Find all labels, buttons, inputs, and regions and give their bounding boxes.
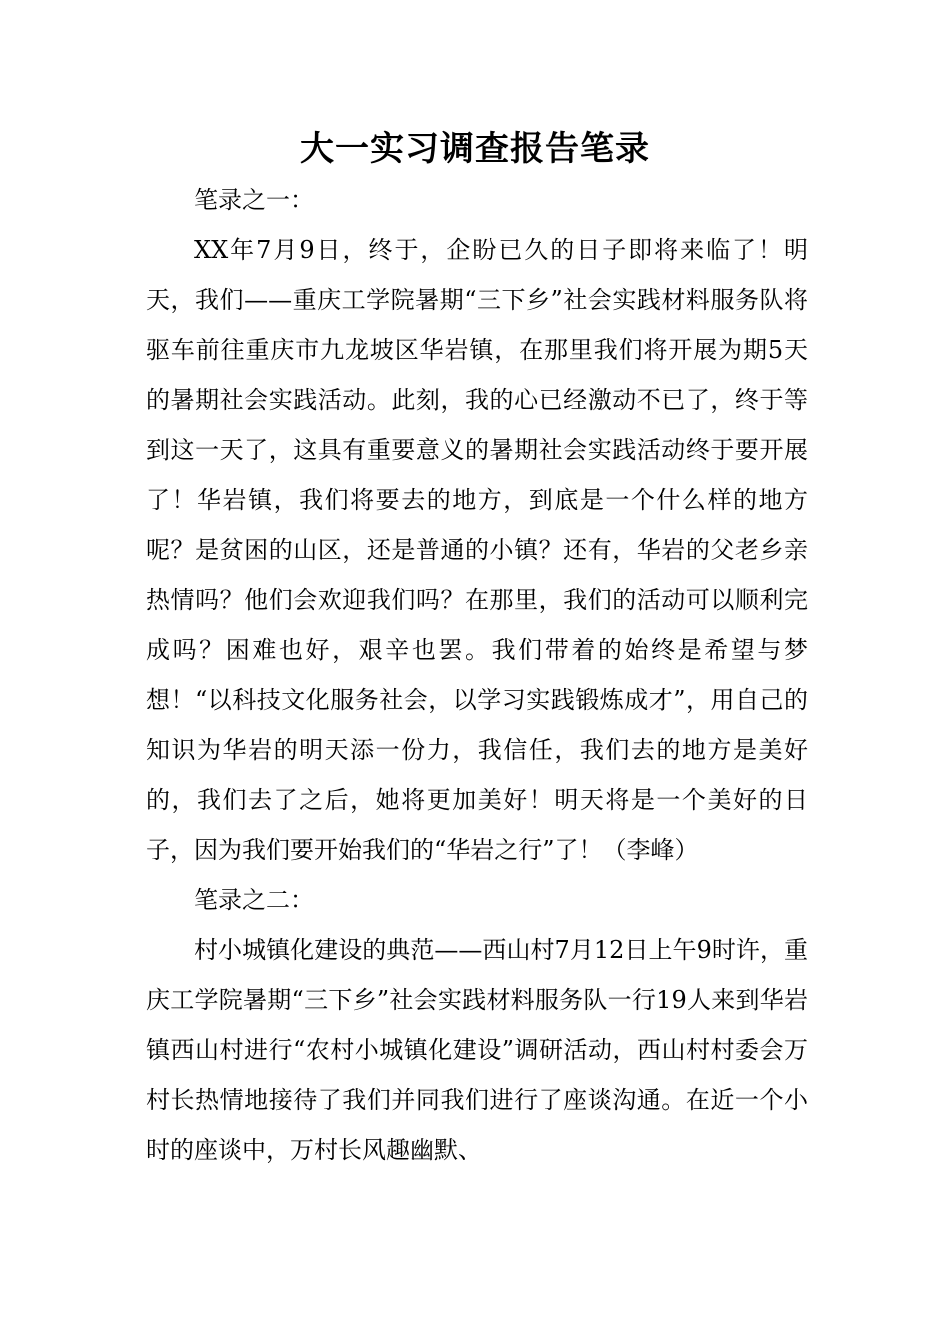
section-heading-2: 笔录之二： (194, 886, 314, 914)
section-heading-1: 笔录之一： (194, 186, 314, 214)
paragraph-1: XX年7月9日，终于，企盼已久的日子即将来临了！明天，我们——重庆工学院暑期“三下乡”社会实践材料服务队将驱车前往重庆市九龙坡区华岩镇，在那里我们将开展为期5天的暑期社会实践活动。此刻，我的心已经激动不已了，终于等到这一天了，这具有重要意义的暑期社会实践活动终于要开展了！华岩镇，我们将要去的地方，到底是一个什么样的地方呢？是贫困的山区，还是普通的小镇？还有，华岩的父老乡亲热情吗？他们会欢迎我们吗？在那里，我们的活动可以顺利完成吗？困难也好，艰辛也罢。我们带着的始终是希望与梦想！“以科技文化服务社会，以学习实践锻炼成才”，用自己的知识为华岩的明天添一份力，我信任，我们去的地方是美好的，我们去了之后，她将更加美好！明天将是一个美好的日子，因为我们要开始我们的“华岩之行”了！（李峰） (146, 236, 808, 864)
document-title: 大一实习调查报告笔录 (300, 129, 650, 169)
paragraph-2: 村小城镇化建设的典范——西山村7月12日上午9时许，重庆工学院暑期“三下乡”社会实践材料服务队一行19人来到华岩镇西山村进行“农村小城镇化建设”调研活动，西山村村委会万村长热情地接待了我们并同我们进行了座谈沟通。在近一个小时的座谈中，万村长风趣幽默、 (146, 936, 808, 1164)
document-body (146, 175, 808, 1175)
